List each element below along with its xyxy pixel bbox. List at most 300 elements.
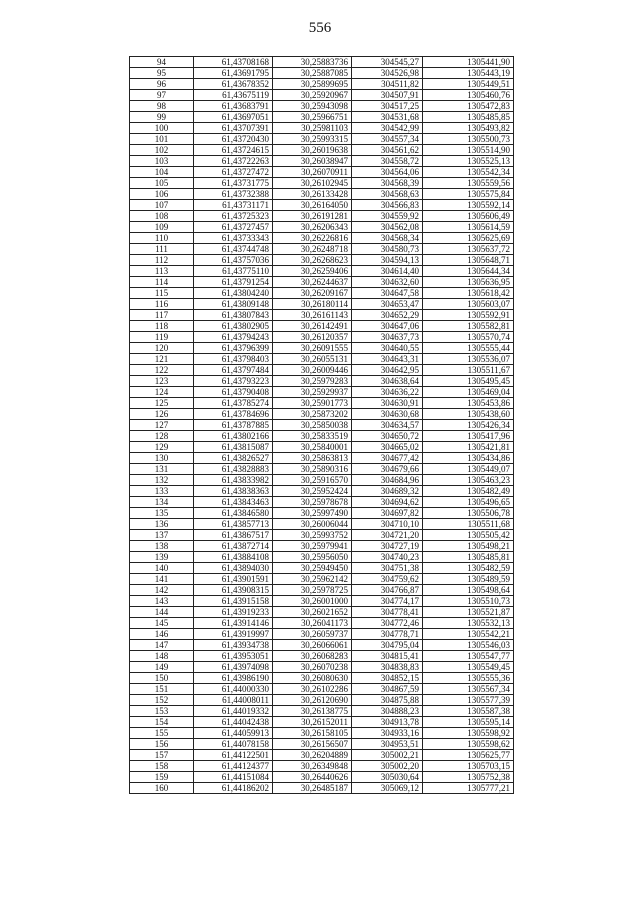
point-number-cell: 159: [130, 772, 194, 783]
table-row: [130, 618, 514, 629]
x-coordinate-cell: 304526,98: [352, 68, 423, 79]
point-number-cell: 127: [130, 420, 194, 431]
point-number-cell: 121: [130, 354, 194, 365]
table-row: [130, 387, 514, 398]
longitude-cell: 30,26001000: [273, 596, 352, 607]
y-coordinate-cell: 1305595,14: [423, 717, 514, 728]
latitude-cell: 61,43802905: [194, 321, 273, 332]
longitude-cell: 30,26102286: [273, 684, 352, 695]
y-coordinate-cell: 1305426,34: [423, 420, 514, 431]
longitude-cell: 30,26209167: [273, 288, 352, 299]
x-coordinate-cell: 304632,60: [352, 277, 423, 288]
y-coordinate-cell: 1305542,34: [423, 167, 514, 178]
x-coordinate-cell: 304766,87: [352, 585, 423, 596]
latitude-cell: 61,43872714: [194, 541, 273, 552]
x-coordinate-cell: 304561,62: [352, 145, 423, 156]
latitude-cell: 61,43725323: [194, 211, 273, 222]
point-number-cell: 154: [130, 717, 194, 728]
point-number-cell: 133: [130, 486, 194, 497]
point-number-cell: 139: [130, 552, 194, 563]
table-row: [130, 57, 514, 68]
table-row: [130, 563, 514, 574]
y-coordinate-cell: 1305449,51: [423, 79, 514, 90]
latitude-cell: 61,43720430: [194, 134, 273, 145]
x-coordinate-cell: 304933,16: [352, 728, 423, 739]
longitude-cell: 30,25966751: [273, 112, 352, 123]
table-row: [130, 640, 514, 651]
latitude-cell: 61,43804240: [194, 288, 273, 299]
longitude-cell: 30,26091555: [273, 343, 352, 354]
longitude-cell: 30,26133428: [273, 189, 352, 200]
latitude-cell: 61,43683791: [194, 101, 273, 112]
table-row: [130, 167, 514, 178]
y-coordinate-cell: 1305482,49: [423, 486, 514, 497]
latitude-cell: 61,43843463: [194, 497, 273, 508]
longitude-cell: 30,26204889: [273, 750, 352, 761]
x-coordinate-cell: 304517,25: [352, 101, 423, 112]
longitude-cell: 30,26021652: [273, 607, 352, 618]
x-coordinate-cell: 304653,47: [352, 299, 423, 310]
y-coordinate-cell: 1305547,77: [423, 651, 514, 662]
point-number-cell: 113: [130, 266, 194, 277]
x-coordinate-cell: 304568,34: [352, 233, 423, 244]
point-number-cell: 97: [130, 90, 194, 101]
y-coordinate-cell: 1305498,64: [423, 585, 514, 596]
latitude-cell: 61,43815087: [194, 442, 273, 453]
point-number-cell: 136: [130, 519, 194, 530]
longitude-cell: 30,26138775: [273, 706, 352, 717]
table-row: [130, 365, 514, 376]
x-coordinate-cell: 304507,91: [352, 90, 423, 101]
latitude-cell: 61,43884108: [194, 552, 273, 563]
y-coordinate-cell: 1305434,86: [423, 453, 514, 464]
longitude-cell: 30,26440626: [273, 772, 352, 783]
table-row: [130, 651, 514, 662]
coordinates-table-body: [130, 57, 514, 794]
latitude-cell: 61,43697051: [194, 112, 273, 123]
latitude-cell: 61,43809148: [194, 299, 273, 310]
x-coordinate-cell: 305002,20: [352, 761, 423, 772]
table-row: [130, 662, 514, 673]
point-number-cell: 147: [130, 640, 194, 651]
x-coordinate-cell: 304953,51: [352, 739, 423, 750]
y-coordinate-cell: 1305453,86: [423, 398, 514, 409]
x-coordinate-cell: 304650,72: [352, 431, 423, 442]
x-coordinate-cell: 304665,02: [352, 442, 423, 453]
table-row: [130, 211, 514, 222]
y-coordinate-cell: 1305496,65: [423, 497, 514, 508]
table-row: [130, 299, 514, 310]
x-coordinate-cell: 305030,64: [352, 772, 423, 783]
y-coordinate-cell: 1305570,74: [423, 332, 514, 343]
point-number-cell: 106: [130, 189, 194, 200]
point-number-cell: 152: [130, 695, 194, 706]
table-row: [130, 728, 514, 739]
latitude-cell: 61,43857713: [194, 519, 273, 530]
longitude-cell: 30,25949450: [273, 563, 352, 574]
y-coordinate-cell: 1305514,90: [423, 145, 514, 156]
y-coordinate-cell: 1305582,81: [423, 321, 514, 332]
x-coordinate-cell: 304721,20: [352, 530, 423, 541]
latitude-cell: 61,43727472: [194, 167, 273, 178]
point-number-cell: 123: [130, 376, 194, 387]
longitude-cell: 30,25916570: [273, 475, 352, 486]
latitude-cell: 61,43826527: [194, 453, 273, 464]
point-number-cell: 157: [130, 750, 194, 761]
table-row: [130, 288, 514, 299]
table-row: [130, 596, 514, 607]
latitude-cell: 61,43846580: [194, 508, 273, 519]
longitude-cell: 30,26244637: [273, 277, 352, 288]
table-row: [130, 717, 514, 728]
table-row: [130, 486, 514, 497]
y-coordinate-cell: 1305644,34: [423, 266, 514, 277]
table-row: [130, 442, 514, 453]
longitude-cell: 30,25956050: [273, 552, 352, 563]
x-coordinate-cell: 304559,92: [352, 211, 423, 222]
y-coordinate-cell: 1305493,82: [423, 123, 514, 134]
longitude-cell: 30,26080630: [273, 673, 352, 684]
longitude-cell: 30,25929937: [273, 387, 352, 398]
x-coordinate-cell: 304634,57: [352, 420, 423, 431]
point-number-cell: 117: [130, 310, 194, 321]
y-coordinate-cell: 1305449,07: [423, 464, 514, 475]
longitude-cell: 30,26349848: [273, 761, 352, 772]
longitude-cell: 30,25890316: [273, 464, 352, 475]
latitude-cell: 61,43722263: [194, 156, 273, 167]
y-coordinate-cell: 1305549,45: [423, 662, 514, 673]
y-coordinate-cell: 1305555,44: [423, 343, 514, 354]
longitude-cell: 30,26158105: [273, 728, 352, 739]
x-coordinate-cell: 304630,68: [352, 409, 423, 420]
point-number-cell: 132: [130, 475, 194, 486]
table-row: [130, 277, 514, 288]
point-number-cell: 155: [130, 728, 194, 739]
latitude-cell: 61,43794243: [194, 332, 273, 343]
point-number-cell: 99: [130, 112, 194, 123]
longitude-cell: 30,25997490: [273, 508, 352, 519]
x-coordinate-cell: 304652,29: [352, 310, 423, 321]
latitude-cell: 61,43790408: [194, 387, 273, 398]
longitude-cell: 30,26068283: [273, 651, 352, 662]
x-coordinate-cell: 304751,38: [352, 563, 423, 574]
point-number-cell: 98: [130, 101, 194, 112]
latitude-cell: 61,43974098: [194, 662, 273, 673]
x-coordinate-cell: 304531,68: [352, 112, 423, 123]
latitude-cell: 61,43901591: [194, 574, 273, 585]
table-row: [130, 101, 514, 112]
x-coordinate-cell: 304636,22: [352, 387, 423, 398]
table-row: [130, 178, 514, 189]
y-coordinate-cell: 1305598,92: [423, 728, 514, 739]
latitude-cell: 61,43733343: [194, 233, 273, 244]
longitude-cell: 30,26226816: [273, 233, 352, 244]
point-number-cell: 108: [130, 211, 194, 222]
longitude-cell: 30,25901773: [273, 398, 352, 409]
y-coordinate-cell: 1305555,36: [423, 673, 514, 684]
point-number-cell: 137: [130, 530, 194, 541]
latitude-cell: 61,43797484: [194, 365, 273, 376]
latitude-cell: 61,43727457: [194, 222, 273, 233]
latitude-cell: 61,43807843: [194, 310, 273, 321]
table-row: [130, 453, 514, 464]
table-row: [130, 90, 514, 101]
x-coordinate-cell: 304594,13: [352, 255, 423, 266]
point-number-cell: 129: [130, 442, 194, 453]
longitude-cell: 30,26038947: [273, 156, 352, 167]
x-coordinate-cell: 304562,08: [352, 222, 423, 233]
latitude-cell: 61,43919233: [194, 607, 273, 618]
point-number-cell: 101: [130, 134, 194, 145]
point-number-cell: 120: [130, 343, 194, 354]
table-row: [130, 706, 514, 717]
latitude-cell: 61,44019332: [194, 706, 273, 717]
point-number-cell: 124: [130, 387, 194, 398]
longitude-cell: 30,25993315: [273, 134, 352, 145]
x-coordinate-cell: 304778,41: [352, 607, 423, 618]
latitude-cell: 61,43798403: [194, 354, 273, 365]
latitude-cell: 61,43784696: [194, 409, 273, 420]
x-coordinate-cell: 304727,19: [352, 541, 423, 552]
point-number-cell: 115: [130, 288, 194, 299]
longitude-cell: 30,26152011: [273, 717, 352, 728]
y-coordinate-cell: 1305546,03: [423, 640, 514, 651]
y-coordinate-cell: 1305618,42: [423, 288, 514, 299]
latitude-cell: 61,43744748: [194, 244, 273, 255]
longitude-cell: 30,26019638: [273, 145, 352, 156]
y-coordinate-cell: 1305460,76: [423, 90, 514, 101]
x-coordinate-cell: 304697,82: [352, 508, 423, 519]
table-row: [130, 695, 514, 706]
y-coordinate-cell: 1305472,83: [423, 101, 514, 112]
point-number-cell: 96: [130, 79, 194, 90]
latitude-cell: 61,43731171: [194, 200, 273, 211]
table-row: [130, 398, 514, 409]
latitude-cell: 61,43802166: [194, 431, 273, 442]
y-coordinate-cell: 1305532,13: [423, 618, 514, 629]
table-row: [130, 739, 514, 750]
y-coordinate-cell: 1305485,85: [423, 112, 514, 123]
y-coordinate-cell: 1305567,34: [423, 684, 514, 695]
table-row: [130, 266, 514, 277]
x-coordinate-cell: 304566,83: [352, 200, 423, 211]
point-number-cell: 118: [130, 321, 194, 332]
longitude-cell: 30,25883736: [273, 57, 352, 68]
latitude-cell: 61,43775110: [194, 266, 273, 277]
longitude-cell: 30,26120357: [273, 332, 352, 343]
x-coordinate-cell: 304647,06: [352, 321, 423, 332]
point-number-cell: 131: [130, 464, 194, 475]
point-number-cell: 94: [130, 57, 194, 68]
x-coordinate-cell: 304740,23: [352, 552, 423, 563]
latitude-cell: 61,43867517: [194, 530, 273, 541]
y-coordinate-cell: 1305559,56: [423, 178, 514, 189]
x-coordinate-cell: 304630,91: [352, 398, 423, 409]
longitude-cell: 30,25978725: [273, 585, 352, 596]
longitude-cell: 30,25850038: [273, 420, 352, 431]
latitude-cell: 61,43986190: [194, 673, 273, 684]
table-row: [130, 145, 514, 156]
point-number-cell: 140: [130, 563, 194, 574]
latitude-cell: 61,43707391: [194, 123, 273, 134]
y-coordinate-cell: 1305469,04: [423, 387, 514, 398]
latitude-cell: 61,44059913: [194, 728, 273, 739]
y-coordinate-cell: 1305500,73: [423, 134, 514, 145]
point-number-cell: 109: [130, 222, 194, 233]
point-number-cell: 138: [130, 541, 194, 552]
latitude-cell: 61,44186202: [194, 783, 273, 794]
x-coordinate-cell: 304677,42: [352, 453, 423, 464]
y-coordinate-cell: 1305443,19: [423, 68, 514, 79]
y-coordinate-cell: 1305636,95: [423, 277, 514, 288]
longitude-cell: 30,26191281: [273, 211, 352, 222]
point-number-cell: 142: [130, 585, 194, 596]
latitude-cell: 61,43838363: [194, 486, 273, 497]
point-number-cell: 160: [130, 783, 194, 794]
point-number-cell: 125: [130, 398, 194, 409]
x-coordinate-cell: 304679,66: [352, 464, 423, 475]
latitude-cell: 61,43724615: [194, 145, 273, 156]
table-row: [130, 233, 514, 244]
latitude-cell: 61,43793223: [194, 376, 273, 387]
x-coordinate-cell: 304778,71: [352, 629, 423, 640]
x-coordinate-cell: 304580,73: [352, 244, 423, 255]
longitude-cell: 30,26006044: [273, 519, 352, 530]
table-row: [130, 244, 514, 255]
table-row: [130, 409, 514, 420]
y-coordinate-cell: 1305441,90: [423, 57, 514, 68]
latitude-cell: 61,44122501: [194, 750, 273, 761]
table-row: [130, 79, 514, 90]
point-number-cell: 145: [130, 618, 194, 629]
longitude-cell: 30,26180114: [273, 299, 352, 310]
table-row: [130, 112, 514, 123]
y-coordinate-cell: 1305495,45: [423, 376, 514, 387]
longitude-cell: 30,25952424: [273, 486, 352, 497]
point-number-cell: 107: [130, 200, 194, 211]
x-coordinate-cell: 304867,59: [352, 684, 423, 695]
longitude-cell: 30,26120690: [273, 695, 352, 706]
x-coordinate-cell: 304838,83: [352, 662, 423, 673]
x-coordinate-cell: 305002,21: [352, 750, 423, 761]
y-coordinate-cell: 1305777,21: [423, 783, 514, 794]
point-number-cell: 111: [130, 244, 194, 255]
x-coordinate-cell: 304614,40: [352, 266, 423, 277]
latitude-cell: 61,43894030: [194, 563, 273, 574]
table-row: [130, 519, 514, 530]
table-row: [130, 541, 514, 552]
point-number-cell: 141: [130, 574, 194, 585]
longitude-cell: 30,25887085: [273, 68, 352, 79]
table-row: [130, 475, 514, 486]
y-coordinate-cell: 1305463,23: [423, 475, 514, 486]
y-coordinate-cell: 1305648,71: [423, 255, 514, 266]
table-row: [130, 222, 514, 233]
y-coordinate-cell: 1305614,59: [423, 222, 514, 233]
x-coordinate-cell: 304542,99: [352, 123, 423, 134]
y-coordinate-cell: 1305421,81: [423, 442, 514, 453]
y-coordinate-cell: 1305485,81: [423, 552, 514, 563]
y-coordinate-cell: 1305510,73: [423, 596, 514, 607]
y-coordinate-cell: 1305587,38: [423, 706, 514, 717]
point-number-cell: 143: [130, 596, 194, 607]
table-row: [130, 321, 514, 332]
longitude-cell: 30,26055131: [273, 354, 352, 365]
longitude-cell: 30,26142491: [273, 321, 352, 332]
table-row: [130, 530, 514, 541]
point-number-cell: 104: [130, 167, 194, 178]
y-coordinate-cell: 1305511,67: [423, 365, 514, 376]
table-row: [130, 156, 514, 167]
x-coordinate-cell: 304637,73: [352, 332, 423, 343]
y-coordinate-cell: 1305752,38: [423, 772, 514, 783]
table-row: [130, 497, 514, 508]
table-row: [130, 123, 514, 134]
y-coordinate-cell: 1305525,13: [423, 156, 514, 167]
x-coordinate-cell: 304852,15: [352, 673, 423, 684]
x-coordinate-cell: 304568,63: [352, 189, 423, 200]
point-number-cell: 135: [130, 508, 194, 519]
y-coordinate-cell: 1305536,07: [423, 354, 514, 365]
point-number-cell: 151: [130, 684, 194, 695]
point-number-cell: 146: [130, 629, 194, 640]
point-number-cell: 112: [130, 255, 194, 266]
y-coordinate-cell: 1305577,39: [423, 695, 514, 706]
point-number-cell: 149: [130, 662, 194, 673]
latitude-cell: 61,43757036: [194, 255, 273, 266]
table-row: [130, 574, 514, 585]
longitude-cell: 30,25993752: [273, 530, 352, 541]
latitude-cell: 61,44151084: [194, 772, 273, 783]
longitude-cell: 30,26259406: [273, 266, 352, 277]
x-coordinate-cell: 304643,31: [352, 354, 423, 365]
point-number-cell: 116: [130, 299, 194, 310]
y-coordinate-cell: 1305506,78: [423, 508, 514, 519]
table-row: [130, 761, 514, 772]
x-coordinate-cell: 304759,62: [352, 574, 423, 585]
longitude-cell: 30,25979941: [273, 541, 352, 552]
longitude-cell: 30,25920967: [273, 90, 352, 101]
x-coordinate-cell: 304774,17: [352, 596, 423, 607]
table-row: [130, 420, 514, 431]
point-number-cell: 100: [130, 123, 194, 134]
point-number-cell: 153: [130, 706, 194, 717]
longitude-cell: 30,25873202: [273, 409, 352, 420]
x-coordinate-cell: 304558,72: [352, 156, 423, 167]
latitude-cell: 61,43678352: [194, 79, 273, 90]
x-coordinate-cell: 304710,10: [352, 519, 423, 530]
table-row: [130, 332, 514, 343]
x-coordinate-cell: 304888,23: [352, 706, 423, 717]
y-coordinate-cell: 1305575,84: [423, 189, 514, 200]
longitude-cell: 30,26059737: [273, 629, 352, 640]
table-row: [130, 772, 514, 783]
x-coordinate-cell: 304640,55: [352, 343, 423, 354]
x-coordinate-cell: 304684,96: [352, 475, 423, 486]
page-number: 556: [308, 20, 332, 36]
y-coordinate-cell: 1305625,69: [423, 233, 514, 244]
table-row: [130, 255, 514, 266]
x-coordinate-cell: 304557,34: [352, 134, 423, 145]
longitude-cell: 30,26102945: [273, 178, 352, 189]
y-coordinate-cell: 1305703,15: [423, 761, 514, 772]
longitude-cell: 30,26041173: [273, 618, 352, 629]
table-row: [130, 376, 514, 387]
x-coordinate-cell: 304913,78: [352, 717, 423, 728]
x-coordinate-cell: 304642,95: [352, 365, 423, 376]
y-coordinate-cell: 1305592,14: [423, 200, 514, 211]
table-row: [130, 607, 514, 618]
